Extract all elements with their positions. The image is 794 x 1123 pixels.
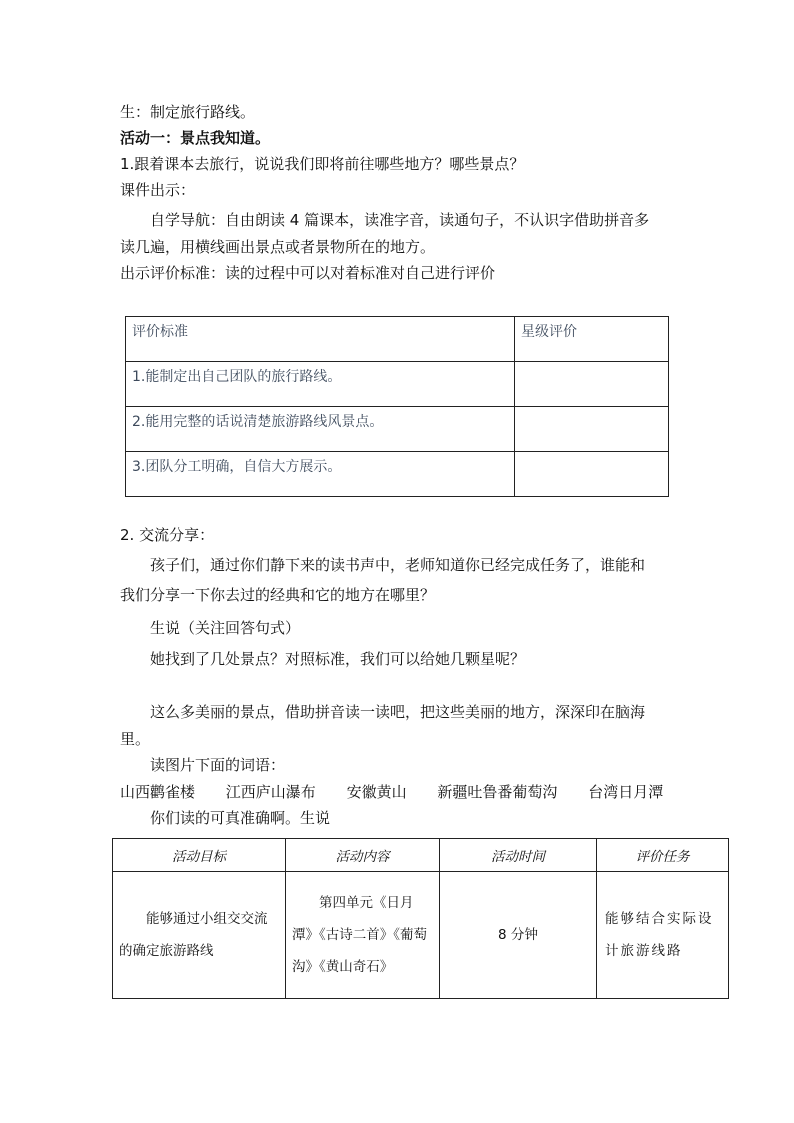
text-line: 你们读的可真准确啊。生说 <box>150 809 331 827</box>
table-cell <box>515 407 669 452</box>
evaluation-table <box>125 316 669 497</box>
place-name: 新疆吐鲁番葡萄沟 <box>437 783 558 801</box>
table-header: 活动目标 <box>113 839 286 872</box>
table-cell: 3.团队分工明确，自信大方展示。 <box>126 452 515 497</box>
place-name: 台湾日月潭 <box>588 783 664 801</box>
table-header: 活动时间 <box>440 839 597 872</box>
table-cell: 2.能用完整的话说清楚旅游路线风景点。 <box>126 407 515 452</box>
text-line: 自学导航：自由朗读 4 篇课本，读准字音，读通句子，不认识字借助拼音多 <box>150 211 650 229</box>
text-line: 读图片下面的词语： <box>150 756 286 774</box>
table-row <box>113 872 729 999</box>
table-header: 星级评价 <box>515 317 669 362</box>
text-line: 我们分享一下你去过的经典和它的地方在哪里？ <box>120 586 436 604</box>
table-row <box>126 362 669 407</box>
activity-time: 8 分钟 <box>440 872 597 999</box>
text-line: 她找到了几处景点？对照标准，我们可以给她几颗星呢？ <box>150 650 526 668</box>
text-line: 2. 交流分享： <box>120 526 215 544</box>
activity-content: 第四单元《日月潭》《古诗二首》《葡萄沟》《黄山奇石》 <box>286 872 440 999</box>
text-line: 1.跟着课本去旅行，说说我们即将前往哪些地方？哪些景点？ <box>120 155 525 173</box>
table-cell: 1.能制定出自己团队的旅行路线。 <box>126 362 515 407</box>
text-line: 孩子们，通过你们静下来的读书声中，老师知道你已经完成任务了，谁能和 <box>150 556 646 574</box>
text-line: 生：制定旅行路线。 <box>120 103 256 121</box>
activity-table <box>112 838 729 999</box>
text-line: 生说（关注回答句式） <box>150 619 301 637</box>
place-list <box>120 782 689 802</box>
table-cell <box>515 452 669 497</box>
text-line: 里。 <box>120 730 151 748</box>
place-name: 安徽黄山 <box>346 783 407 801</box>
text-line: 读几遍，用横线画出景点或者景物所在的地方。 <box>120 238 436 256</box>
activity-goal: 能够通过小组交交流的确定旅游路线 <box>113 872 286 999</box>
place-name: 江西庐山瀑布 <box>225 783 316 801</box>
activity-task: 能够结合实际设计旅游线路 <box>597 872 729 999</box>
table-row <box>126 452 669 497</box>
activity-heading: 活动一：景点我知道。 <box>120 129 271 147</box>
table-header: 评价标准 <box>126 317 515 362</box>
text-line: 这么多美丽的景点，借助拼音读一读吧，把这些美丽的地方，深深印在脑海 <box>150 703 646 721</box>
table-header: 活动内容 <box>286 839 440 872</box>
table-row <box>126 407 669 452</box>
text-line: 课件出示： <box>120 181 196 199</box>
table-row <box>113 839 729 872</box>
table-header: 评价任务 <box>597 839 729 872</box>
text-line: 出示评价标准：读的过程中可以对着标准对自己进行评价 <box>120 264 496 282</box>
table-cell <box>515 362 669 407</box>
table-row <box>126 317 669 362</box>
place-name: 山西鹳雀楼 <box>120 783 196 801</box>
